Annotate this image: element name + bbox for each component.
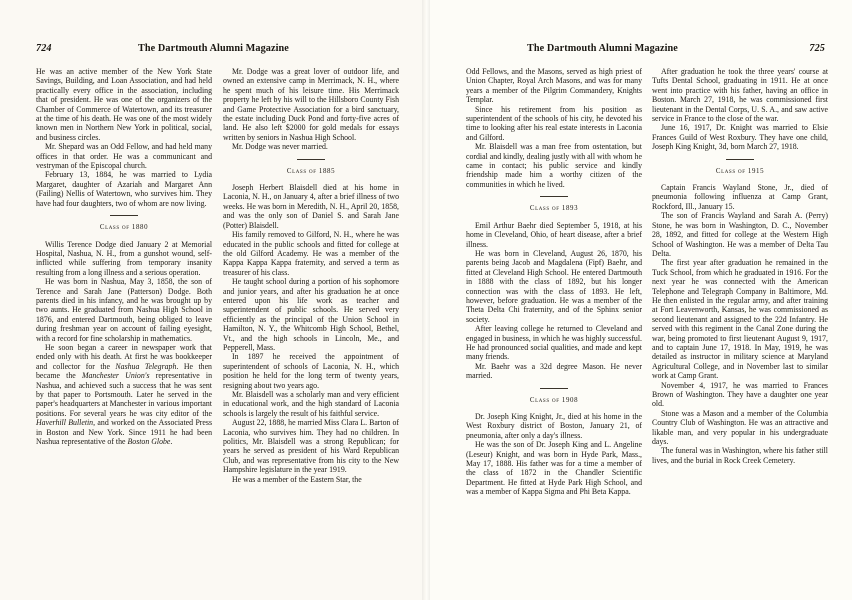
column-right-1 <box>466 67 642 497</box>
paragraph: Stone was a Mason and a member of the Columbia Country Club of Washington. He was an attractive and likable man, and very popular in his undergraduate days. <box>652 408 828 447</box>
class-heading <box>652 159 828 176</box>
text-run: , and worked on the Associated Press in Boston and New York. Since 1911 he had been Nashua representative of the <box>36 418 212 447</box>
class-heading-label: Class of 1885 <box>286 167 336 175</box>
paragraph: February 13, 1884, he was married to Lydia Margaret, daughter of Azariah and Margaret Ann (Failing) Nellis of Watertown, who survives him. They have had four daughters, two of whom are now living. <box>36 170 212 208</box>
paragraph: He was the son of Dr. Joseph King and L. Angeline (Leseur) Knight, and was born in Hyde Park, Mass., May 17, 1888. His father was for a time a member of the class of 1872 in the Chandler Scientific Department. He fitted at Hyde Park High School, and was a member of Kappa Sigma and Phi Beta Kappa. <box>466 440 642 497</box>
text-run: . He then became the <box>36 361 212 381</box>
right-page <box>426 0 852 600</box>
paragraph: He was born in Nashua, May 3, 1858, the son of Terence and Sarah Jane (Patterson) Dodge. Both parents died in his infancy, and he was brought up by two aunts. He graduated from Nashua High School in 1876, and entered Dartmouth, being obliged to leave during freshman year on account of failing eyesight, with a record for fine scholarship in mathematics. <box>36 277 212 343</box>
section-rule <box>297 159 325 160</box>
paragraph: Emil Arthur Baehr died September 5, 1918, at his home in Cleveland, Ohio, of heart disease, after a brief illness. <box>466 220 642 249</box>
class-heading-label: Class of 1908 <box>529 396 579 404</box>
right-page-columns <box>466 67 828 497</box>
section-rule <box>726 159 754 160</box>
class-heading <box>223 159 399 176</box>
section-rule <box>540 388 568 389</box>
paragraph: Mr. Blaisdell was a man free from ostentation, but cordial and kindly, dealing justly with all with whom he came in contact; his public service and kindly friendship made him a worthy citizen of the communities in which he lived. <box>466 142 642 189</box>
column-right-2 <box>652 67 828 497</box>
paragraph: His family removed to Gilford, N. H., where he was educated in the public schools and fitted for college at the old Gilford Academy. He was a member of the Kappa Kappa Kappa fraternity, and served a term as treasurer of his class. <box>223 230 399 277</box>
page-number: 724 <box>36 43 52 54</box>
paragraph: In 1897 he received the appointment of superintendent of schools of Laconia, N. H., which position he held for the long term of twenty years, resigning about two years ago. <box>223 352 399 390</box>
paragraph: The first year after graduation he remained in the Tuck School, from which he graduated in 1916. For the next year he was connected with the American Telephone and Telegraph Company in Baltimore, Md. He then enlisted in the regular army, and after training at Fort Leavenworth, Kansas, he was commissioned as second lieutenant and assigned to the 22d Infantry. He served with this regiment in the Canal Zone during the war, being promoted to first lieutenant August 9, 1917, and to captain June 17, 1918. In May, 1919, he was detailed as instructor in military science at Maryland Agricultural College, and in November last to similar work at Camp Grant. <box>652 258 828 381</box>
running-title: The Dartmouth Alumni Magazine <box>138 43 289 54</box>
paragraph: Dr. Joseph King Knight, Jr., died at his home in the West Roxbury district of Boston, January 21, of pneumonia, after only a day's illness. <box>466 412 642 440</box>
text-run: . <box>170 437 173 447</box>
newspaper-title: Haverhill Bulletin <box>36 418 94 428</box>
section-rule <box>540 196 568 197</box>
paragraph: He was born in Cleveland, August 26, 1870, his parents being Jacob and Magdalena (Fipf) Baehr, and fitted at Cleveland High School. He entered Dartmouth in 1888 with the class of 1892, but his longer connection was with the class of 1893. He left, however, before graduation. He was a member of the Theta Delta Chi fraternity, and of the Sphinx senior society. <box>466 248 642 324</box>
paragraph: Captain Francis Wayland Stone, Jr., died of pneumonia following influenza at Camp Grant, Rockford, Ill., January 15. <box>652 183 828 211</box>
newspaper-title: Manchester Union's <box>81 371 150 381</box>
paragraph: June 16, 1917, Dr. Knight was married to Elsie Frances Guild of West Roxbury. They have one child, Joseph King Knight, 3d, born March 27, 1918. <box>652 123 828 152</box>
paragraph: Since his retirement from his position as superintendent of the schools of his city, he devoted his time to looking after his real estate interests in Laconia and Gilford. <box>466 104 642 142</box>
newspaper-title: Boston Globe <box>127 437 171 447</box>
class-heading-label: Class of 1893 <box>529 205 579 213</box>
paragraph: He taught school during a portion of his sophomore and junior years, and after his graduation he at once entered upon his life work as teacher and superintendent of public schools. He served very efficiently as the principal of the Union School in Hamilton, N. Y., the Whitcomb High School, Bethel, Vt., and the high schools in Lincoln, Me., and Pepperell, Mass. <box>223 277 399 352</box>
paragraph: The funeral was in Washington, where his father still lives, and the burial in Rock Creek Cemetery. <box>652 446 828 465</box>
paragraph: After leaving college he returned to Cleveland and engaged in business, in which he was highly successful. He had pronounced social qualities, and made and kept many friends. <box>466 324 642 362</box>
class-heading <box>36 215 212 232</box>
page-number: 725 <box>809 43 825 54</box>
paragraph: He was an active member of the New York State Savings, Building, and Loan Association, and had held practically every office in the association, including that of president. He was one of the organizers of the Chamber of Commerce of Watertown, and its treasurer at the time of his death. He was one of the most widely known men in Northern New York in political, social, and business circles. <box>36 67 212 142</box>
class-heading-label: Class of 1880 <box>99 224 149 232</box>
paragraph: August 22, 1888, he married Miss Clara L. Barton of Laconia, who survives him. They had no children. In politics, Mr. Blaisdell was a strong Republican; for years he served as president of his Ward Republican Club, and was representative from his city to the New Hampshire legislature in the year 1919. <box>223 418 399 475</box>
paragraph: Mr. Dodge was a great lover of outdoor life, and owned an extensive camp in Merrimack, N. H., where he spent much of his leisure time. His Merrimack property he left by his will to the Hillsboro County Fish and Game Protective Association for a bird sanctuary, the estate including Duck Pond and forty-five acres of land. He also left $2000 for gold medals for essays written by seniors in Nashua High School. <box>223 67 399 142</box>
paragraph: Mr. Shepard was an Odd Fellow, and had held many offices in that order. He was a communicant and vestryman of the Episcopal church. <box>36 142 212 171</box>
book-gutter <box>422 0 430 600</box>
column-left-1 <box>36 67 212 484</box>
paragraph: After graduation he took the three years' course at Tufts Dental School, graduating in 1911. He at once went into practice with his father, having an office in Boston. March 27, 1918, he was commissioned first lieutenant in the Dental Corps, U. S. A., and saw active service in France to the close of the war. <box>652 67 828 124</box>
paragraph: Mr. Blaisdell was a scholarly man and very efficient in educational work, and the high standard of Laconia schools is largely the result of his faithful service. <box>223 390 399 418</box>
paragraph: Mr. Dodge was never married. <box>232 142 328 152</box>
section-rule <box>110 215 138 216</box>
class-heading-label: Class of 1915 <box>715 167 765 175</box>
paragraph: Willis Terence Dodge died January 2 at Memorial Hospital, Nashua, N. H., from a gunshot wound, self-inflicted while suffering from temporary insanity resulting from a long illness and a serious operation. <box>36 239 212 277</box>
paragraph: He was a member of the Eastern Star, the <box>232 474 362 484</box>
paragraph: Odd Fellows, and the Masons, served as high priest of Union Chapter, Royal Arch Masons, and was for many years a member of the Pilgrim Commandery, Knights Templar. <box>466 67 642 105</box>
column-left-2 <box>223 67 399 484</box>
paragraph: Mr. Baehr was a 32d degree Mason. He never married. <box>466 361 642 381</box>
text-run: representative in Nashua, and achieved such a success that he was sent by that paper to Portsmouth. Later he served in the paper's headquarters at Manchester in various important positions. For several years he was city editor of the <box>36 371 212 418</box>
newspaper-title: Nashua Telegraph <box>115 361 177 371</box>
class-heading <box>466 196 642 213</box>
class-heading <box>466 388 642 405</box>
paragraph: Joseph Herbert Blaisdell died at his home in Laconia, N. H., on January 4, after a brief illness of two weeks. He was born in Meredith, N. H., April 20, 1858, and was the only son of Daniel S. and Sarah Jane (Potter) Blaisdell. <box>223 183 399 230</box>
paragraph: The son of Francis Wayland and Sarah A. (Perry) Stone, he was born in Washington, D. C., November 28, 1892, and fitted for college at the Western High School of Washington. He was a member of Delta Tau Delta. <box>652 211 828 258</box>
text-run: He soon began a career in newspaper work that ended only with his death. At first he was bookkeeper and collector for the <box>36 342 212 371</box>
left-page-columns <box>36 67 399 484</box>
paragraph <box>36 343 212 446</box>
running-title: The Dartmouth Alumni Magazine <box>527 43 678 54</box>
paragraph: November 4, 1917, he was married to Frances Brown of Washington. They have a daughter one year old. <box>652 380 828 409</box>
